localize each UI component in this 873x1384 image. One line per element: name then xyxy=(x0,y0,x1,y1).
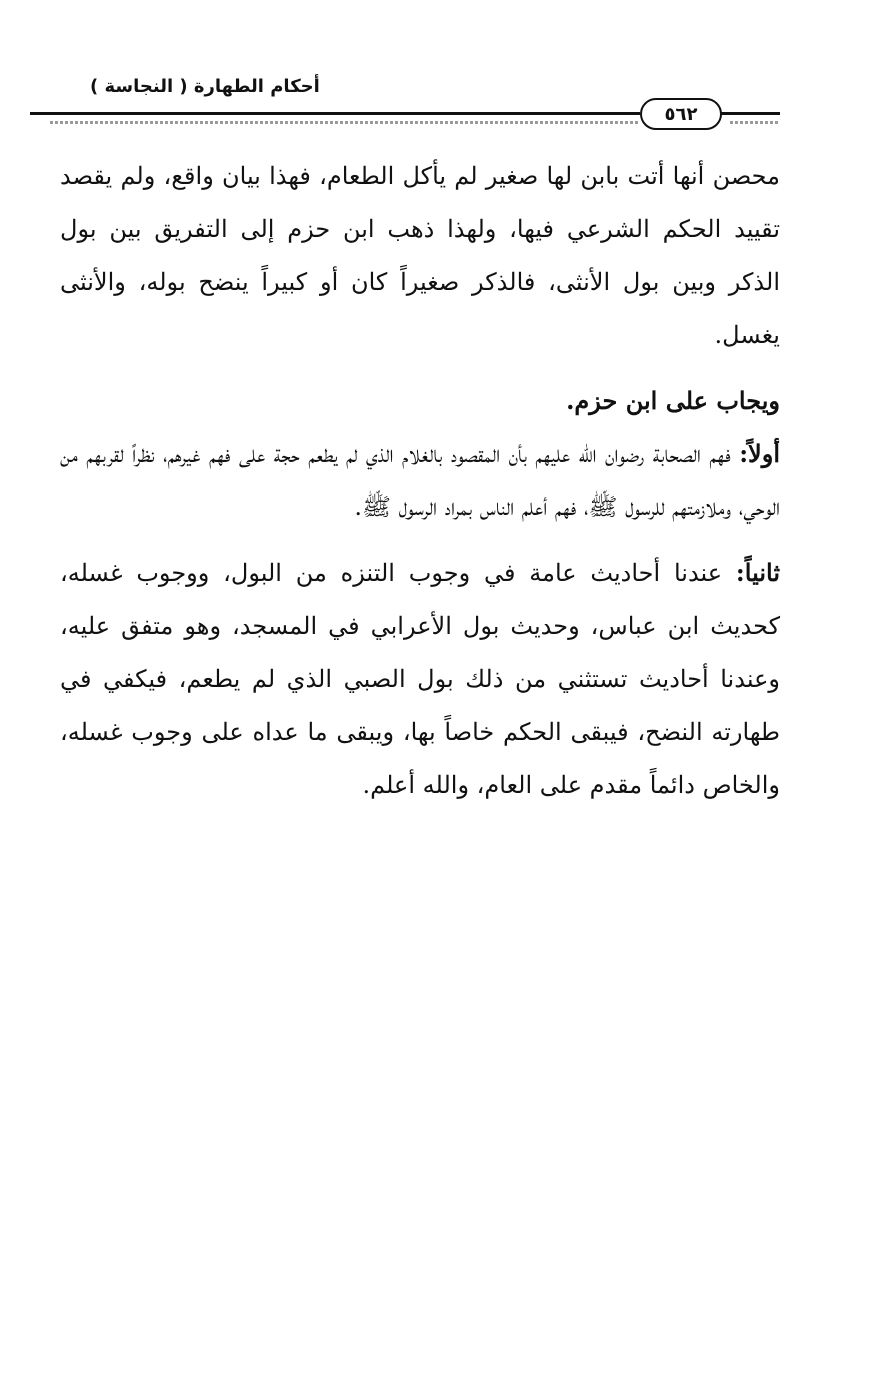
paragraph-2-text: فهم الصحابة رضوان الله عليهم بأن المقصود بالغلام الذي لم يطعم حجة على فهم غيرهم، نظراً لقربهم من الوحي، وملازمتهم للرسول ﷺ، فهم أعلم الناس بمراد الرسول ﷺ. xyxy=(60,440,780,521)
page-header xyxy=(30,68,780,138)
header-dotted-rule-right xyxy=(730,121,778,124)
header-dotted-rule xyxy=(50,121,640,124)
page-number-badge: ٥٦٢ xyxy=(640,98,722,130)
header-rule xyxy=(30,112,640,115)
header-rule-right xyxy=(720,112,780,115)
paragraph-2 xyxy=(60,427,780,534)
paragraph-1: محصن أنها أتت بابن لها صغير لم يأكل الطعام، فهذا بيان واقع، ولم يقصد تقييد الحكم الشرعي فيها، ولهذا ذهب ابن حزم إلى التفريق بين بول الذكر وبين بول الأنثى، فالذكر صغيراً كان أو كبيراً ينضح بوله، والأنثى يغسل. xyxy=(60,162,781,349)
paragraph-3 xyxy=(60,546,780,812)
paragraph-3-text: عندنا أحاديث عامة في وجوب التنزه من البول، ووجوب غسله، كحديث ابن عباس، وحديث بول الأعرابي في المسجد، وهو متفق عليه، وعندنا أحاديث تستثني من ذلك بول الصبي الذي لم يطعم، فيكفي في طهارته النضح، فيبقى الحكم خاصاً بها، ويبقى ما عداه على وجوب غسله، والخاص دائماً مقدم على العام، والله أعلم. xyxy=(60,559,780,799)
page-body xyxy=(60,150,780,812)
section-heading: ويجاب على ابن حزم. xyxy=(566,386,780,415)
running-title: أحكام الطهارة ( النجاسة ) xyxy=(90,76,320,97)
paragraph-2-lead: أولاً: xyxy=(739,439,780,468)
paragraph-3-lead: ثانياً: xyxy=(735,558,780,587)
